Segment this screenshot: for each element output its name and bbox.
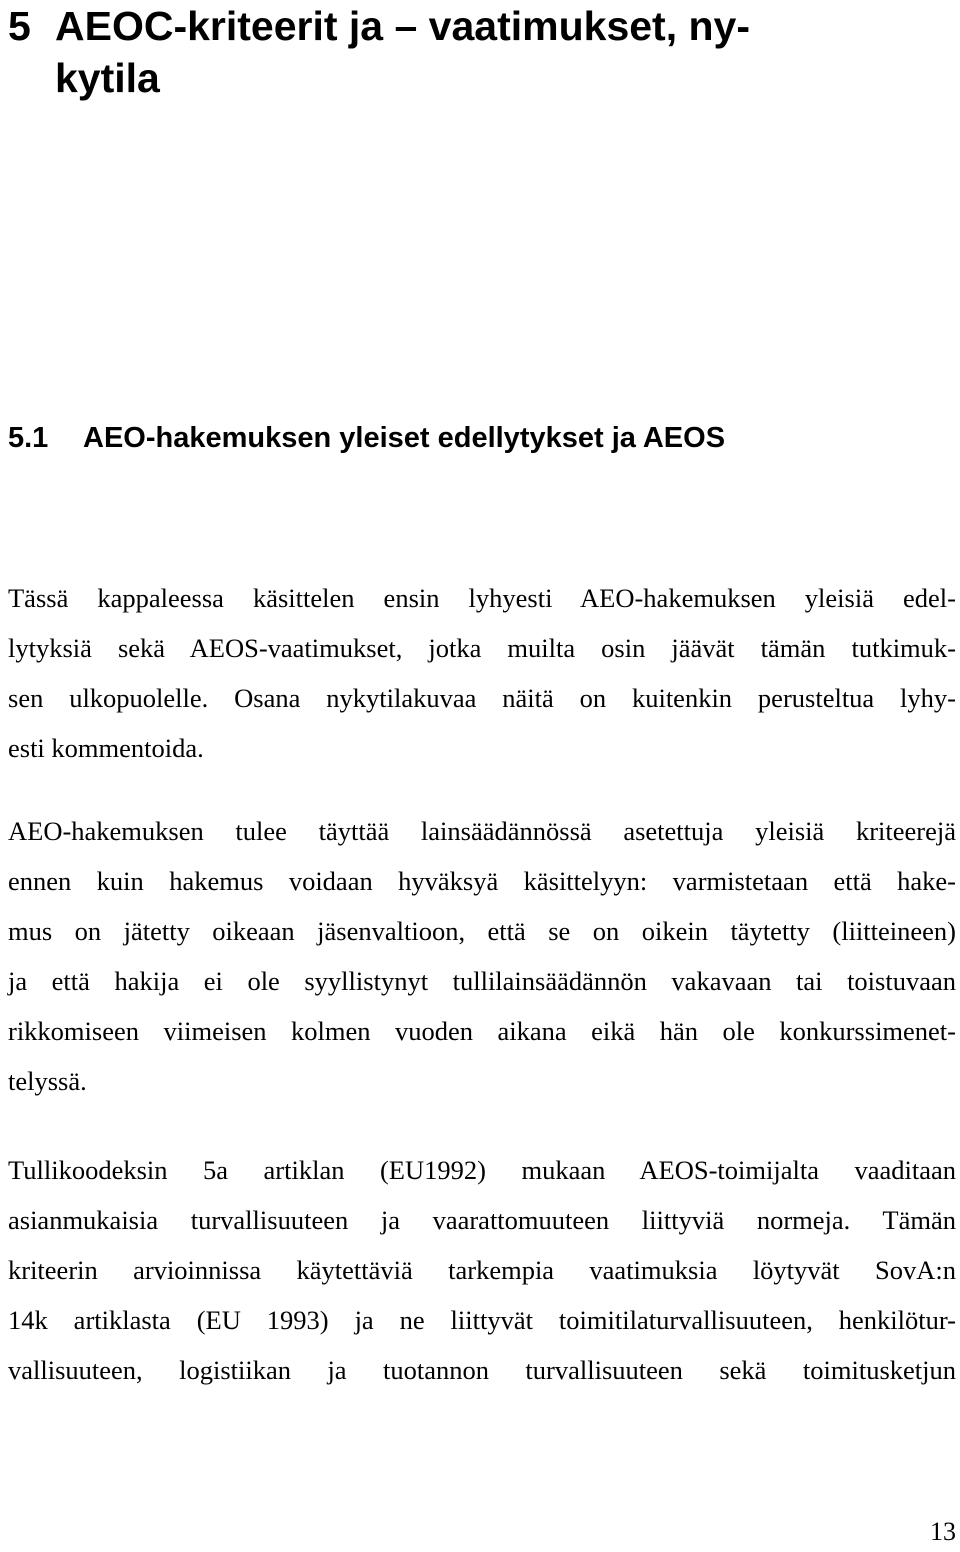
section-number: 5.1 [8,422,49,454]
paragraph-line: Tullikoodeksin 5a artiklan (EU1992) mukaan AEOS-toimijalta vaaditaan [8,1155,956,1185]
paragraph-general-criteria [8,806,956,1106]
paragraph-line: mus on jätetty oikeaan jäsenvaltioon, että se on oikein täytetty (liitteineen) [8,916,956,946]
paragraph-line: AEO-hakemuksen tulee täyttää lainsäädännössä asetettuja yleisiä kriteerejä [8,816,956,846]
paragraph-line: 14k artiklasta (EU 1993) ja ne liittyvät toimitilaturvallisuuteen, henkilötur- [8,1305,956,1335]
paragraph-line: lytyksiä sekä AEOS-vaatimukset, jotka muilta osin jäävät tämän tutkimuk- [8,633,956,663]
page-number: 13 [930,1517,956,1546]
chapter-title [8,0,948,104]
paragraph-line: esti kommentoida. [8,733,204,763]
paragraph-line: telyssä. [8,1066,87,1096]
chapter-title-line-1 [8,0,948,52]
paragraph-aeos-requirements [8,1145,956,1395]
paragraph-line: ja että hakija ei ole syyllistynyt tullilainsäädännön vakavaan tai toistuvaan [8,966,956,996]
paragraph-line: sen ulkopuolelle. Osana nykytilakuvaa näitä on kuitenkin perusteltua lyhy- [8,683,956,713]
paragraph-line: rikkomiseen viimeisen kolmen vuoden aikana eikä hän ole konkurssimenet- [8,1016,956,1046]
chapter-number: 5 [8,3,31,49]
paragraph-line: kriteerin arvioinnissa käytettäviä tarkempia vaatimuksia löytyvät SovA:n [8,1255,956,1285]
chapter-title-text-1: AEOC-kriteerit ja – vaatimukset, ny- [55,3,750,49]
paragraph-line: vallisuuteen, logistiikan ja tuotannon turvallisuuteen sekä toimitusketjun [8,1355,956,1385]
chapter-title-text-2: kytila [55,55,160,101]
paragraph-line: ennen kuin hakemus voidaan hyväksyä käsittelyyn: varmistetaan että hake- [8,866,956,896]
section-title-text: AEO-hakemuksen yleiset edellytykset ja AEOS [83,422,726,454]
paragraph-line: Tässä kappaleessa käsittelen ensin lyhyesti AEO-hakemuksen yleisiä edel- [8,583,956,613]
section-title [8,418,725,458]
paragraph-intro [8,573,956,773]
paragraph-line: asianmukaisia turvallisuuteen ja vaarattomuuteen liittyviä normeja. Tämän [8,1205,956,1235]
